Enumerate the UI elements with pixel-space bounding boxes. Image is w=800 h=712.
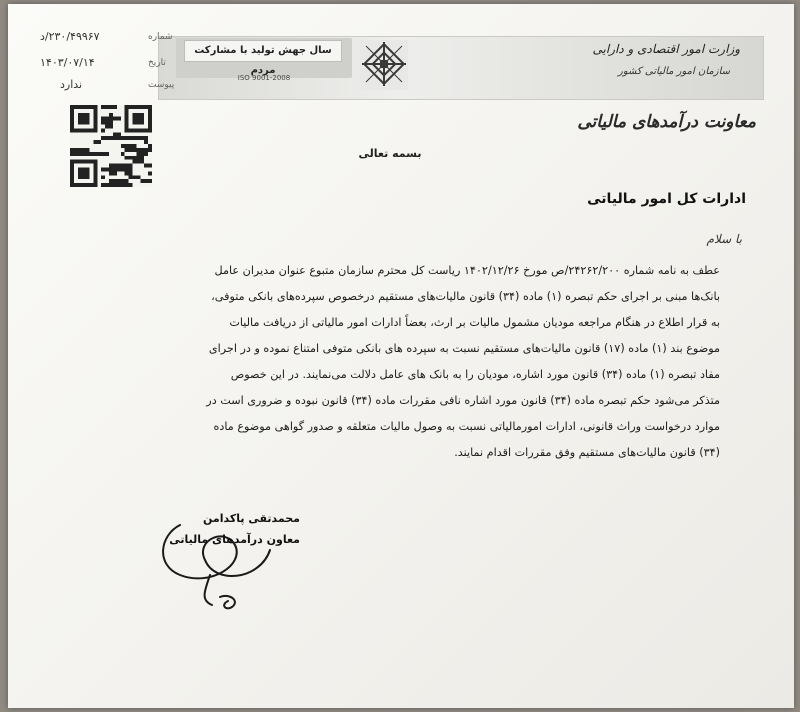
qr-code: [70, 104, 152, 188]
year-slogan: سال جهش تولید با مشارکت مردم: [184, 40, 342, 62]
meta-attachment-label: پیوست: [148, 80, 175, 90]
body-line: مفاد تبصره (۱) ماده (۳۴) قانون مورد اشاره، مودیان را به بانک های عامل دلالت می‌نمایند. در این خصوص: [230, 368, 720, 381]
meta-number-value: ۲۳۰/۴۹۹۶۷/د: [40, 30, 100, 43]
signatory-title: معاون درآمدهای مالیاتی: [169, 533, 300, 546]
greeting: با سلام: [706, 232, 742, 246]
meta-date-value: ۱۴۰۳/۰۷/۱۴: [40, 56, 95, 69]
body-line: متذکر می‌شود حکم تبصره ماده (۳۴) قانون مورد اشاره نافی مقررات ماده (۳۴) قانون نبوده و ضروری است در: [206, 394, 720, 407]
body-line: به قرار اطلاع در هنگام مراجعه مودیان مشمول مالیات بر ارث، بعضاً ادارات امور مالیاتی از دریافت مالیات: [229, 316, 720, 329]
ministry-name: وزارت امور اقتصادی و دارایی: [592, 42, 740, 56]
body-line: بانک‌ها مبنی بر اجرای حکم تبصره (۱) ماده (۳۴) قانون مالیات‌های مستقیم درخصوص سپرده‌های بانکی متوفی،: [211, 290, 720, 303]
bismillah: بسمه تعالی: [358, 147, 422, 160]
deputy-office-title: معاونت درآمدهای مالیاتی: [577, 112, 756, 132]
iso-certification: ISO 9001-2008: [237, 74, 291, 82]
meta-attachment: [60, 78, 175, 91]
meta-date: [40, 56, 166, 69]
organization-name: سازمان امور مالیاتی کشور: [618, 66, 730, 77]
meta-date-label: تاریخ: [148, 58, 166, 68]
body-line: موارد درخواست وراث قانونی، ادارات امورمالیاتی نسبت به وصول مالیات متعلقه و صدور گواهی موضوع ماده: [213, 420, 720, 433]
letter-body: [86, 258, 720, 466]
meta-number: [40, 30, 173, 43]
signatory-name: محمدتقی پاکدامن: [203, 512, 300, 525]
tax-organization-emblem: [358, 38, 410, 92]
body-line: عطف به نامه شماره ۲۴۲۶۲/۲۰۰/ص مورخ ۱۴۰۲/۱۲/۲۶ ریاست کل محترم سازمان متبوع عنوان مدیران عامل: [214, 264, 720, 277]
meta-number-label: شماره: [148, 32, 173, 42]
body-line: (۳۴) قانون مالیات‌های مستقیم وفق مقررات اقدام نمایند.: [454, 446, 720, 459]
meta-attachment-value: ندارد: [60, 78, 83, 91]
body-line: موضوع بند (۱) ماده (۱۷) قانون مالیات‌های مستقیم نسبت به سپرده های بانکی متوفی امتناع نموده و در اجرای: [208, 342, 720, 355]
recipient: ادارات کل امور مالیاتی: [587, 191, 746, 207]
